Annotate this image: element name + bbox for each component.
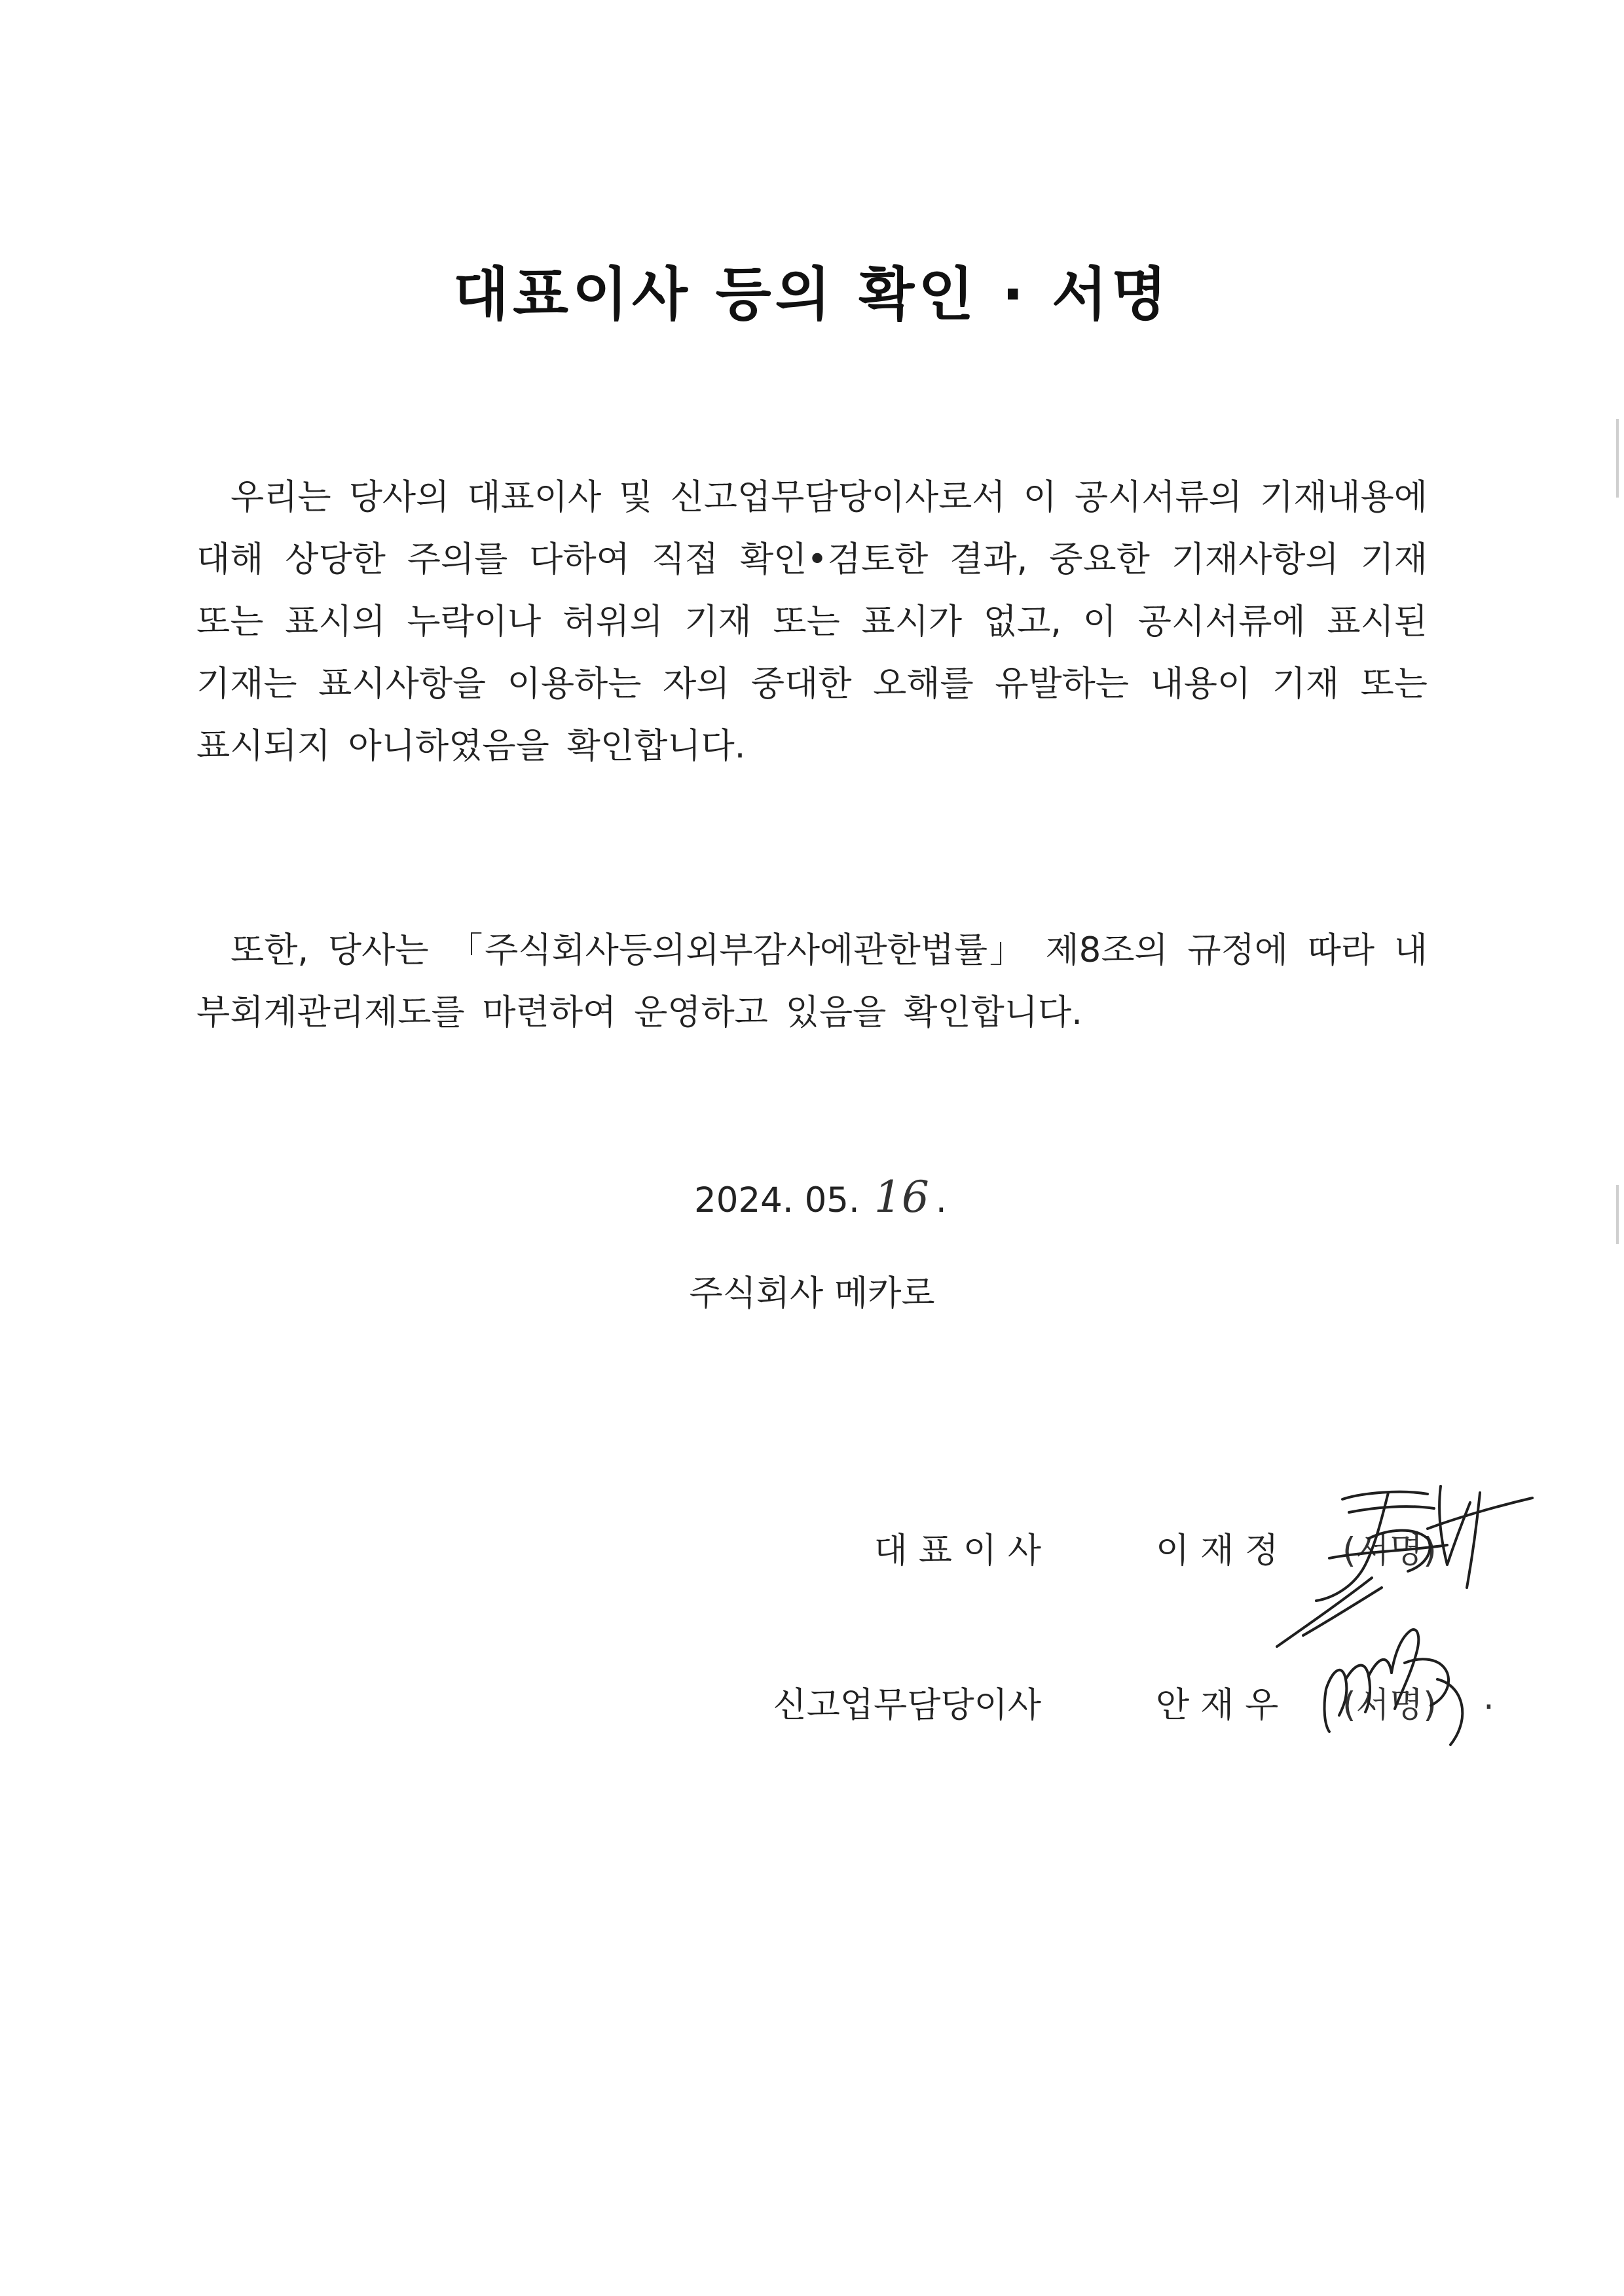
signatory-name: 이 재 정: [1156, 1531, 1279, 1571]
date-trailing-dot: .: [935, 1180, 947, 1220]
date-handwritten-day: 16: [874, 1172, 929, 1222]
confirmation-paragraph: 우리는 당사의 대표이사 및 신고업무담당이사로서 이 공시서류의 기재내용에 대해 상당한 주의를 다하여 직접 확인•검토한 결과, 중요한 기재사항의 기재 또는 표시의 누락이나 허위의 기재 또는 표시가 없고, 이 공시서류에 표시된 기재는 표시사항을 이용하는 자의 중대한 오해를 유발하는 내용이 기재 또는 표시되지 아니하였음을 확인합니다.: [196, 477, 1428, 766]
signature-label: (서명): [1342, 1685, 1437, 1725]
handwritten-signature-disclosure-director: [1313, 1617, 1483, 1748]
company-name: 주식회사 메카로: [689, 1273, 935, 1313]
signing-date: [694, 1172, 947, 1222]
internal-control-paragraph: 또한, 당사는 「주식회사등의외부감사에관한법률」 제8조의 규정에 따라 내부회계관리제도를 마련하여 운영하고 있음을 확인합니다.: [196, 930, 1428, 1032]
signatory-role: 대 표 이 사: [874, 1531, 1041, 1571]
signatory-role: 신고업무담당이사: [773, 1685, 1041, 1725]
trailing-mark: .: [1483, 1677, 1494, 1717]
signature-label: (서명): [1342, 1531, 1437, 1571]
date-printed: 2024. 05.: [694, 1180, 860, 1220]
scan-edge-mark: [1616, 419, 1619, 498]
signatory-name: 안 재 우: [1156, 1685, 1279, 1725]
scan-edge-mark: [1616, 1185, 1619, 1244]
document-title: 대표이사 등의 확인 · 서명: [452, 261, 1172, 328]
